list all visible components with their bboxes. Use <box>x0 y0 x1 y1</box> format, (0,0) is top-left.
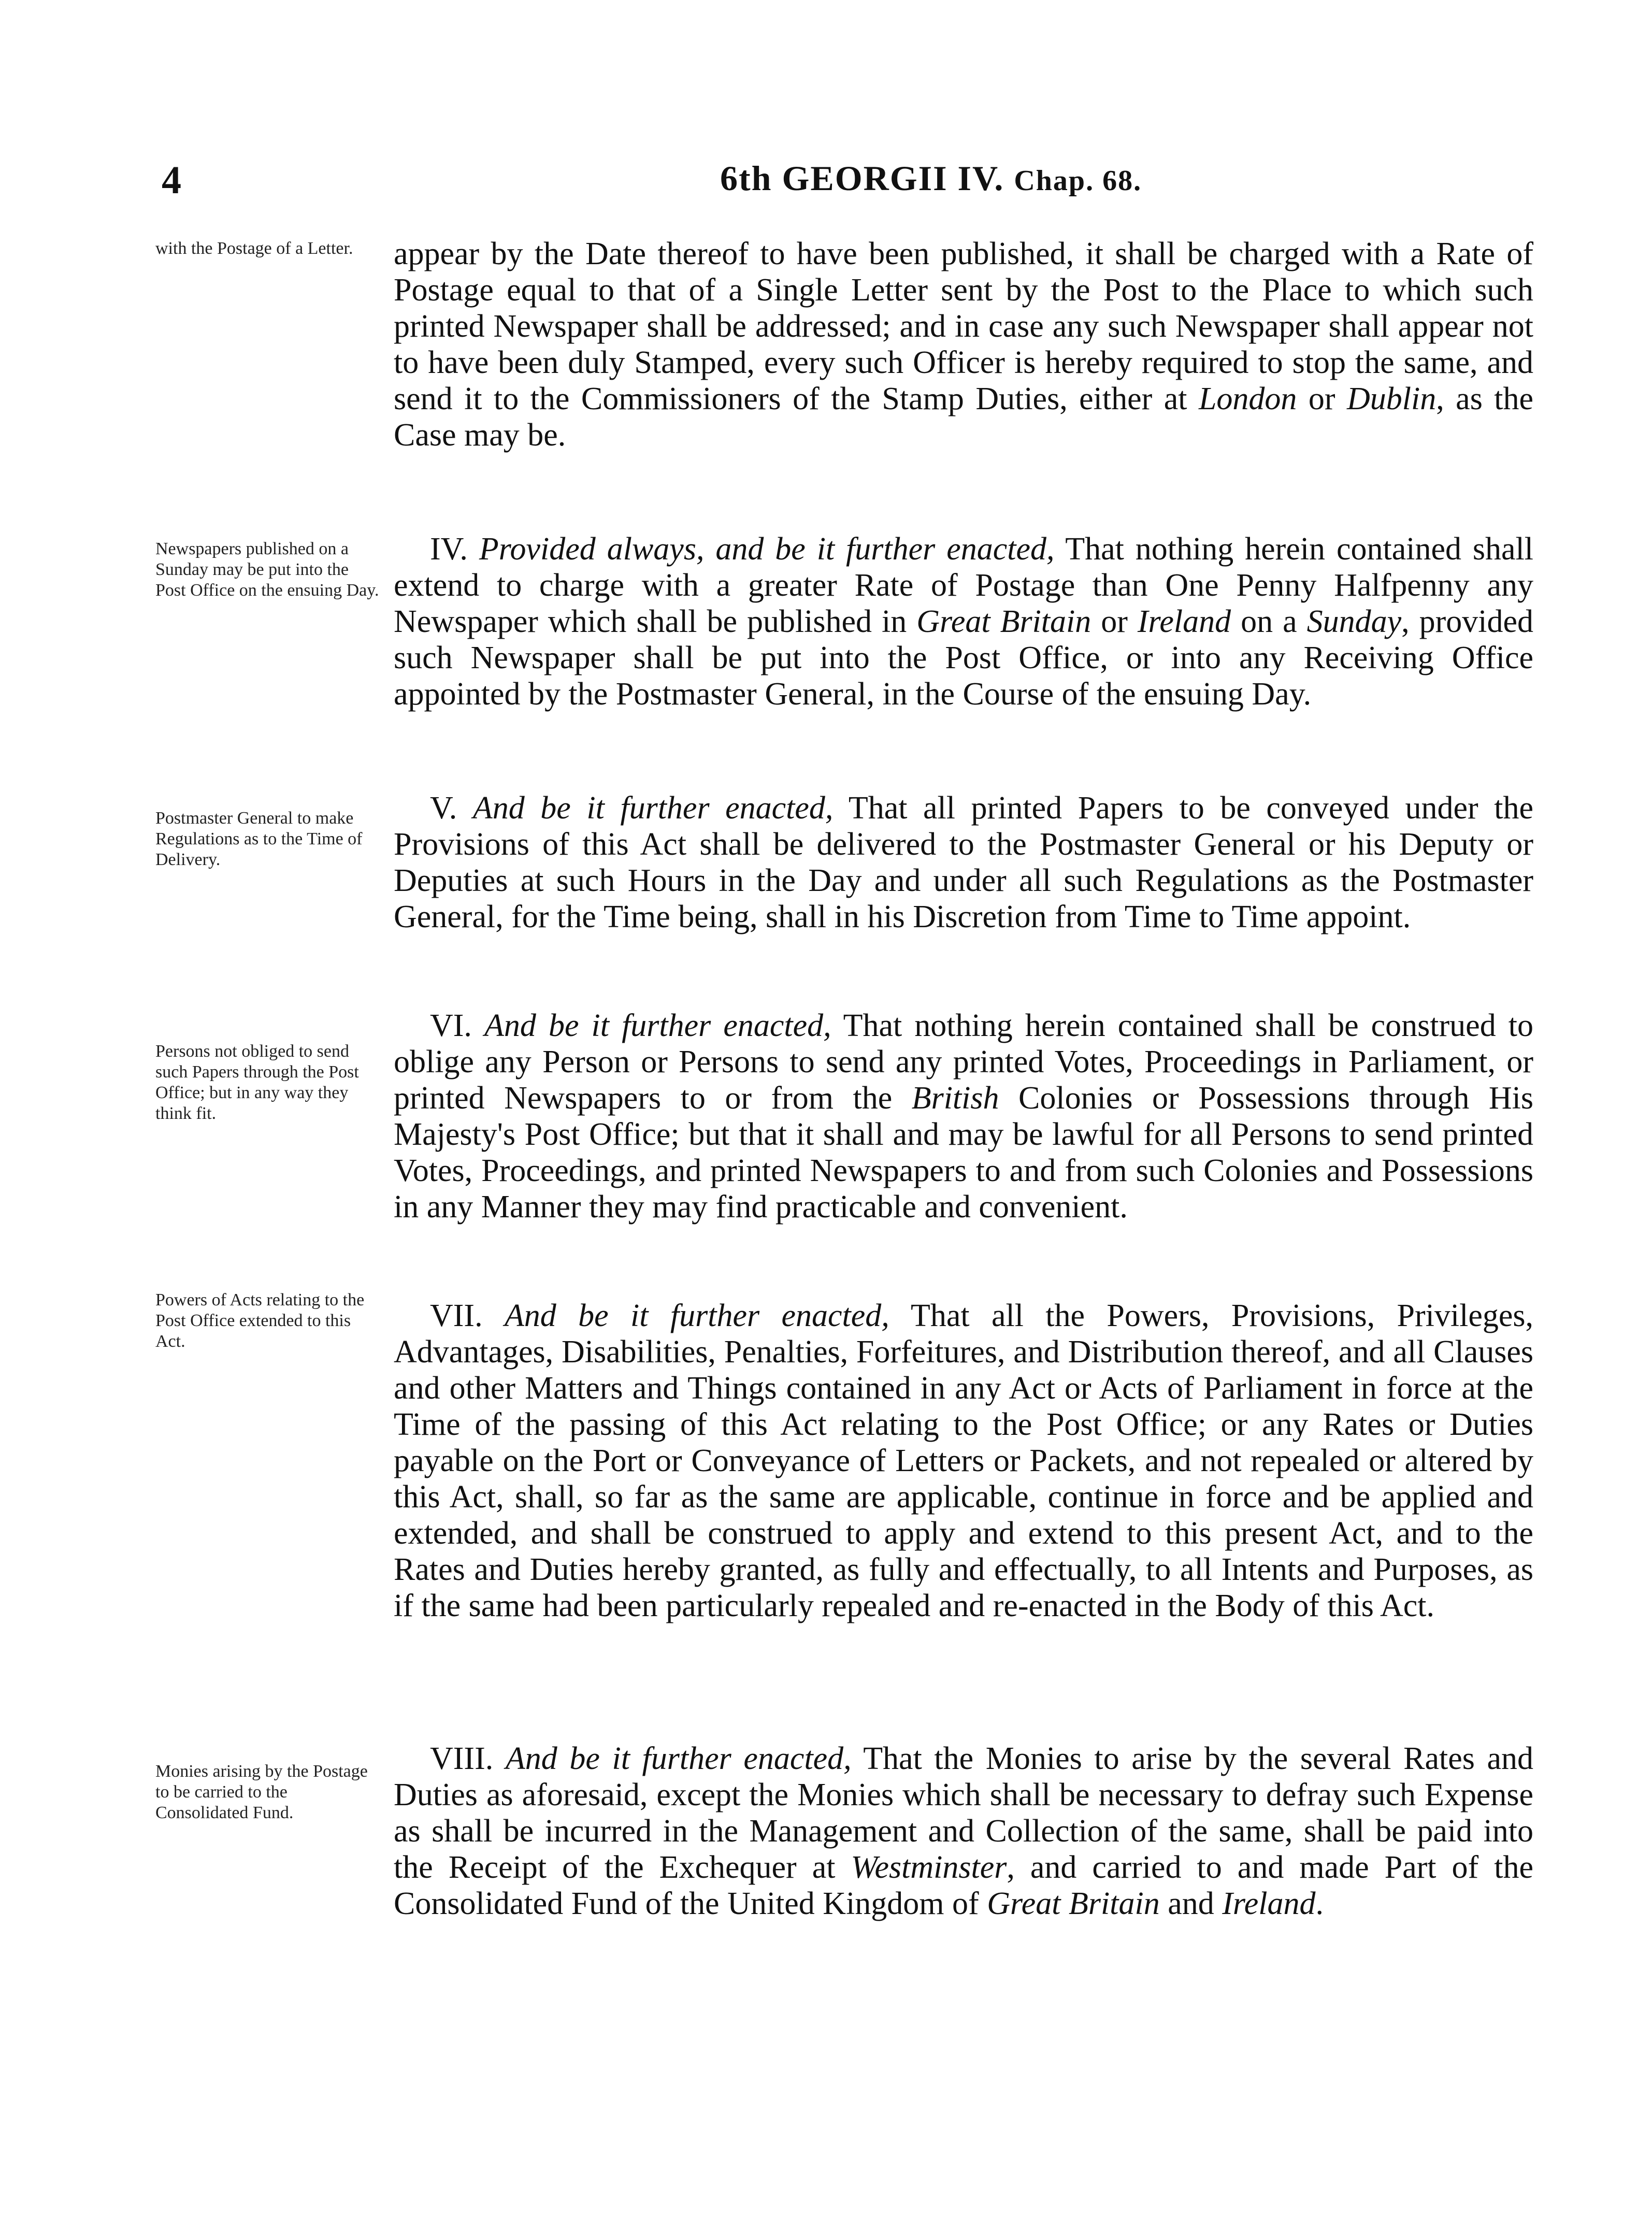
section-text: . <box>1315 1886 1324 1921</box>
enacting-formula: Provided always, and be it further enacted, <box>479 531 1055 567</box>
section-vii <box>394 1298 1533 1624</box>
place-great-britain: Great Britain <box>916 604 1091 639</box>
paragraph-continuation <box>394 236 1533 453</box>
paragraph-text: appear by the Date thereof to have been published, it shall be charged with a Rate of Postage equal to that of a Single Letter sent by the Post to the Place to which such printed Newspaper shall be addressed; and in case any such Newspaper shall appear not to have been duly Stamped, every such Officer is hereby required to stop the same, and send it to the Commissioners of the Stamp Duties, either at <box>394 236 1533 416</box>
enacting-formula: And be it further enacted, <box>504 1298 889 1333</box>
margin-note-consolidated-fund: Monies arising by the Postage to be carried to the Consolidated Fund. <box>155 1762 368 1822</box>
section-vi <box>394 1008 1533 1225</box>
margin-note-postage: with the Postage of a Letter. <box>155 239 353 258</box>
chapter-label: Chap. 68. <box>1014 165 1142 197</box>
margin-note-persons-not-obliged: Persons not obliged to send such Papers through the Post Office; but in any way they think fit. <box>155 1042 359 1123</box>
section-number: VI. <box>430 1008 484 1043</box>
section-iv <box>394 531 1533 712</box>
section-text: , and carried to and made Part of the Consolidated Fund of the United Kingdom of <box>394 1850 1533 1921</box>
place-dublin: Dublin <box>1346 381 1436 416</box>
section-number: IV. <box>430 531 479 567</box>
section-text: That the Monies to arise by the several Rates and Duties as aforesaid, except the Monies which shall be necessary to defray such Expense as shall be incurred in the Management and Collection of the same, shall be paid into the Receipt of the Exchequer at <box>394 1741 1533 1885</box>
margin-note-delivery-regulations: Postmaster General to make Regulations as to the Time of Delivery. <box>155 809 363 869</box>
section-number: VII. <box>430 1298 505 1333</box>
place-ireland: Ireland <box>1137 604 1231 639</box>
section-text: That all the Powers, Provisions, Privileges, Advantages, Disabilities, Penalties, Forfeitures, and Distribution thereof, and all Clauses and other Matters and Things contained in any Act or Acts of Parliament in force at the Time of the passing of this Act relating to the Post Office; or any Rates or Duties payable on the Port or Conveyance of Letters or Packets, and not repealed or altered by this Act, shall, so far as the same are applicable, continue in force and be applied and extended, and shall be construed to apply and extend to this present Act, and to the Rates and Duties hereby granted, as fully and effectually, to all Intents and Purposes, as if the same had been particularly repealed and re-enacted in the Body of this Act. <box>394 1298 1533 1623</box>
margin-note-sunday-newspapers: Newspapers published on a Sunday may be put into the Post Office on the ensuing Day. <box>155 539 379 600</box>
section-text: or <box>1091 604 1138 639</box>
section-text: , provided such Newspaper shall be put into the Post Office, or into any Receiving Office appointed by the Postmaster General, in the Course of the ensuing Day. <box>394 604 1533 712</box>
section-text: and <box>1159 1886 1223 1921</box>
paragraph-text: or <box>1297 381 1347 416</box>
enacting-formula: And be it further enacted, <box>472 790 834 826</box>
section-number: V. <box>430 790 473 826</box>
paragraph-text: , as the Case may be. <box>394 381 1534 453</box>
place-westminster: Westminster <box>851 1850 1007 1885</box>
section-text: on a <box>1231 604 1307 639</box>
british-colonies: British <box>911 1081 999 1116</box>
section-v <box>394 790 1533 935</box>
margin-note-powers-extended: Powers of Acts relating to the Post Office extended to this Act. <box>155 1290 365 1351</box>
running-head <box>720 158 1142 199</box>
section-text: Colonies or Possessions through His Majesty's Post Office; but that it shall and may be lawful for all Persons to send printed Votes, Proceedings, and printed Newspapers to and from such Colonies and Possessions in any Manner they may find practicable and convenient. <box>394 1081 1533 1225</box>
day-sunday: Sunday <box>1306 604 1402 639</box>
section-text: That nothing herein contained shall be construed to oblige any Person or Persons to send any printed Votes, Proceedings in Parliament, or printed Newspapers to or from the <box>394 1008 1533 1116</box>
section-number: VIII. <box>430 1741 506 1776</box>
enacting-formula: And be it further enacted, <box>505 1741 852 1776</box>
enacting-formula: And be it further enacted, <box>484 1008 831 1043</box>
running-head-title: 6th GEORGII IV. <box>720 159 1004 198</box>
page-header <box>0 158 1652 215</box>
section-viii <box>394 1740 1533 1922</box>
section-text: That all printed Papers to be conveyed under the Provisions of this Act shall be delivered to the Postmaster General or his Deputy or Deputies at such Hours in the Day and under all such Regulations as the Postmaster General, for the Time being, shall in his Discretion from Time to Time appoint. <box>394 790 1533 934</box>
place-ireland: Ireland <box>1222 1886 1316 1921</box>
page-number: 4 <box>162 159 181 202</box>
place-london: London <box>1198 381 1297 416</box>
section-text: That nothing herein contained shall extend to charge with a greater Rate of Postage than One Penny Halfpenny any Newspaper which shall be published in <box>394 531 1533 639</box>
place-great-britain: Great Britain <box>987 1886 1160 1921</box>
